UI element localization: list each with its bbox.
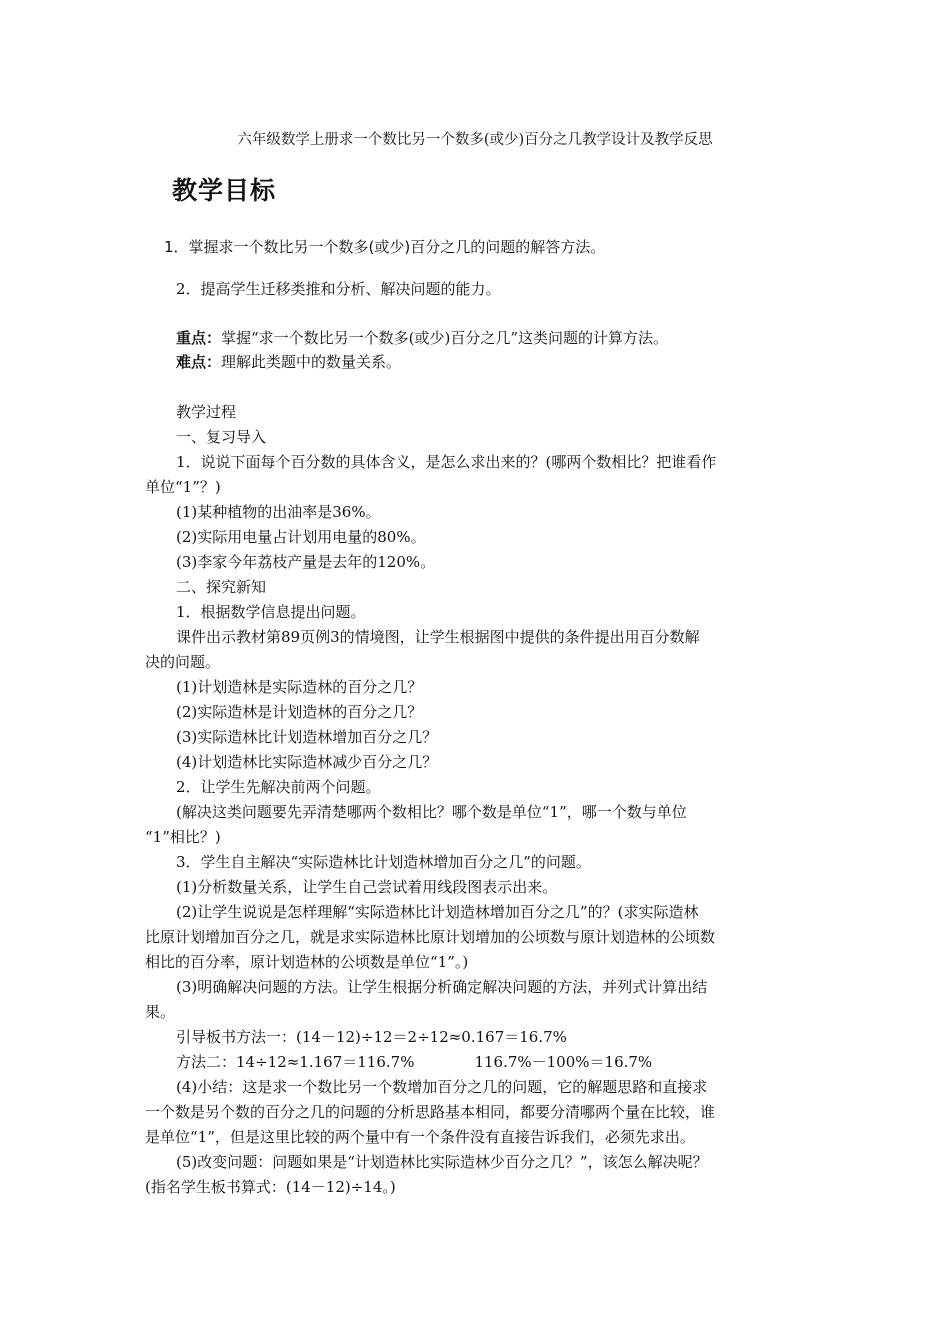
body-line: (2)实际用电量占计划用电量的80%。 [176, 528, 426, 546]
body-line: (2)让学生说说是怎样理解“实际造林比计划造林增加百分之几”的？(求实际造林 [176, 903, 699, 921]
body-line: 单位“1”？) [145, 478, 221, 496]
key-point-text: 掌握“求一个数比另一个数多(或少)百分之几”这类问题的计算方法。 [221, 329, 669, 347]
body-line: 引导板书方法一：(14－12)÷12＝2÷12≈0.167＝16.7% [176, 1028, 567, 1046]
body-line: 决的问题。 [145, 653, 221, 671]
body-line: 教学过程 [176, 403, 237, 421]
difficulty-label: 难点： [176, 353, 222, 371]
difficulty-text: 理解此类题中的数量关系。 [221, 353, 402, 371]
body-line: (3)李家今年荔枝产量是去年的120%。 [176, 553, 436, 571]
body-line: (3)实际造林比计划造林增加百分之几？ [176, 728, 438, 746]
body-line: (1)某种植物的出油率是36%。 [176, 503, 381, 521]
body-line: 课件出示教材第89页例3的情境图，让学生根据图中提供的条件提出用百分数解 [176, 628, 700, 646]
key-point-label: 重点： [176, 329, 222, 347]
body-line: (指名学生板书算式：(14－12)÷14。) [145, 1178, 396, 1196]
body-line: (5)改变问题：问题如果是“计划造林比实际造林少百分之几？”，该怎么解决呢？ [176, 1153, 708, 1171]
body-line: 一、复习导入 [176, 428, 267, 446]
body-line: 二、探究新知 [176, 578, 267, 596]
difficulty [176, 352, 401, 372]
body-line: (2)实际造林是计划造林的百分之几？ [176, 703, 423, 721]
objective-2: 2．提高学生迁移类推和分析、解决问题的能力。 [176, 280, 501, 298]
body-line: (1)分析数量关系，让学生自己尝试着用线段图表示出来。 [176, 878, 558, 896]
body-line: 1．根据数学信息提出问题。 [176, 603, 366, 621]
body-line: 果。 [145, 1003, 176, 1021]
body-line: 1．说说下面每个百分数的具体含义，是怎么求出来的？(哪两个数相比？把谁看作 [176, 453, 717, 471]
body-line: 相比的百分率，原计划造林的公顷数是单位“1”。) [145, 953, 469, 971]
body-line: (1)计划造林是实际造林的百分之几？ [176, 678, 423, 696]
body-line: (4)小结：这是求一个数比另一个数增加百分之几的问题，它的解题思路和直接求 [176, 1078, 708, 1096]
document-title: 六年级数学上册求一个数比另一个数多(或少)百分之几教学设计及教学反思 [237, 132, 713, 148]
body-line: (解决这类问题要先弄清楚哪两个数相比？哪个数是单位“1”，哪一个数与单位 [176, 803, 687, 821]
body-line: 方法二：14÷12≈1.167＝116.7% 116.7%－100%＝16.7% [176, 1053, 653, 1071]
body-line: 比原计划增加百分之几，就是求实际造林比原计划增加的公顷数与原计划造林的公顷数 [145, 928, 716, 946]
body-line: 3．学生自主解决“实际造林比计划造林增加百分之几”的问题。 [176, 853, 591, 871]
objective-1: 1．掌握求一个数比另一个数多(或少)百分之几的问题的解答方法。 [164, 238, 606, 256]
body-line: 2．让学生先解决前两个问题。 [176, 778, 381, 796]
body-line: (4)计划造林比实际造林减少百分之几？ [176, 753, 438, 771]
section-heading: 教学目标 [172, 176, 277, 205]
body-line: “1”相比？) [145, 828, 221, 846]
body-line: 一个数是另个数的百分之几的问题的分析思路基本相同，都要分清哪两个量在比较，谁 [145, 1103, 716, 1121]
body-line: (3)明确解决问题的方法。让学生根据分析确定解决问题的方法，并列式计算出结 [176, 978, 708, 996]
body-line: 是单位“1”，但是这里比较的两个量中有一个条件没有直接告诉我们，必须先求出。 [145, 1128, 695, 1146]
key-point [176, 328, 668, 348]
